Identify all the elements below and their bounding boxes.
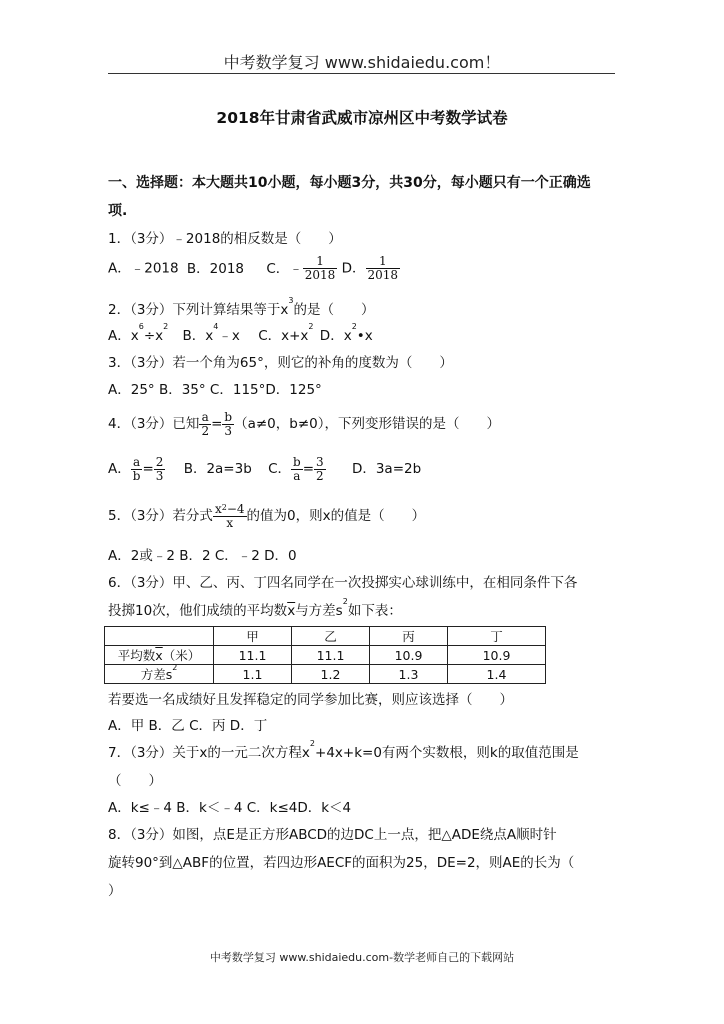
- header-divider: [108, 73, 615, 74]
- q2-stem: [108, 298, 375, 318]
- q1-option-d-fraction: [366, 255, 401, 282]
- fraction-denominator: b: [132, 468, 141, 483]
- table-header-cell: [105, 627, 214, 646]
- q3-stem: 3．（3分）若一个角为65°，则它的补角的度数为（ ）: [108, 355, 453, 371]
- q2-d-tail: •x: [356, 328, 373, 344]
- q4-fraction-b-over-3: [222, 411, 234, 438]
- q5-stem-tail: 的值为0，则x的值是（ ）: [246, 508, 426, 524]
- q8-line1: 8．（3分）如图，点E是正方形ABCD的边DC上一点，把△ADE绕点A顺时针: [108, 827, 557, 843]
- q8-line3: ）: [108, 883, 122, 899]
- q4-stem-tail: （a≠0，b≠0），下列变形错误的是（ ）: [234, 416, 500, 432]
- q7-line1-tail: +4x+k=0有两个实数根，则k的取值范围是: [315, 745, 579, 761]
- q4-a-fraction-left: [131, 456, 143, 483]
- section-heading-line1: 一、选择题：本大题共10小题，每小题3分，共30分，每小题只有一个正确选: [108, 175, 591, 191]
- q4-fraction-a-over-2: [199, 411, 211, 438]
- q1-options: [108, 255, 400, 282]
- q7-line2: （ ）: [108, 773, 162, 789]
- fraction-denominator: 2: [316, 468, 324, 483]
- q4-a-fraction-right: [154, 456, 166, 483]
- section-heading-line2: 项.: [108, 203, 128, 219]
- table-header-cell: 甲: [214, 627, 292, 646]
- q6-line2-tail: 如下表：: [347, 603, 402, 619]
- q4-a-equals: =: [142, 461, 154, 477]
- mean-symbol: $\overline{x}$: [287, 603, 296, 619]
- table-cell: 1.4: [448, 665, 546, 684]
- q1-option-b: B．2018: [186, 260, 245, 277]
- row-label-variance: [105, 665, 214, 684]
- table-header-cell: 乙: [292, 627, 370, 646]
- q2-options: [108, 324, 373, 344]
- table-header-cell: 丁: [448, 627, 546, 646]
- exam-title: 2018年甘肃省武威市凉州区中考数学试卷: [216, 109, 508, 127]
- q2-a-text: A．x: [108, 328, 139, 344]
- q2-b-tail: ﹣x: [218, 328, 240, 344]
- q5-options: A．2或﹣2 B．2 C．﹣2 D．0: [108, 548, 297, 564]
- q6-line2-text: 投掷10次，他们成绩的平均数: [108, 603, 288, 619]
- fraction-denominator: 2018: [304, 268, 336, 282]
- fraction-denominator: 2018: [367, 268, 399, 282]
- q1-option-c-sign: ﹣: [289, 260, 303, 277]
- q2-option-d: [319, 322, 373, 344]
- fraction-numerator: b: [224, 409, 233, 424]
- fraction-numerator: a: [199, 411, 211, 425]
- q2-c-text: C．x+x: [258, 328, 309, 344]
- q4-stem: [108, 410, 500, 438]
- fraction-numerator: [213, 503, 247, 517]
- score-table: [104, 626, 546, 684]
- q7-line1-text: 7．（3分）关于x的一元二次方程x: [108, 745, 310, 761]
- mean-symbol: $\overline{x}$: [155, 648, 163, 663]
- q4-option-b: B．2a=3b: [183, 461, 252, 477]
- fraction-numerator: b: [293, 454, 301, 469]
- q4-option-a: A．: [108, 461, 131, 477]
- q4-equals: =: [211, 416, 223, 432]
- q2-a-mid: ÷x: [143, 328, 164, 344]
- q4-c-fraction-right: [314, 456, 326, 483]
- q7-options: A．k≤﹣4 B．k＜﹣4 C．k≤4D．k＜4: [108, 800, 352, 816]
- q1-option-a: A．﹣2018: [108, 260, 179, 277]
- q1-option-d: D．: [341, 260, 366, 277]
- q7-line1-exp: 2: [309, 739, 316, 748]
- fraction-numerator: 1: [303, 255, 338, 269]
- q2-option-b: [182, 322, 240, 344]
- q7-line1: [108, 741, 579, 761]
- table-cell: 1.1: [214, 665, 292, 684]
- label-unit: （米）: [162, 648, 201, 663]
- q2-stem-text: 2．（3分）下列计算结果等于x: [108, 302, 289, 318]
- q1-option-c-fraction: [303, 255, 338, 282]
- q6-question: 若要选一名成绩好且发挥稳定的同学参加比赛，则应该选择（ ）: [108, 692, 513, 708]
- q2-d-exp: 2: [351, 322, 357, 331]
- q2-stem-exponent: 3: [288, 296, 294, 305]
- table-header-cell: 丙: [370, 627, 448, 646]
- q4-stem-text: 4．（3分）已知: [108, 416, 200, 432]
- q2-b-exp: 4: [213, 322, 219, 331]
- table-cell: 11.1: [292, 646, 370, 665]
- q2-option-c: [258, 322, 314, 344]
- q8-line2: 旋转90°到△ABF的位置，若四边形AECF的面积为25，DE=2，则AE的长为（: [108, 855, 575, 871]
- q6-line2-mid: 与方差s: [295, 603, 343, 619]
- table-cell: 1.2: [292, 665, 370, 684]
- page-header: 中考数学复习 www.shidaiedu.com！: [223, 53, 501, 72]
- table-cell: 1.3: [370, 665, 448, 684]
- fraction-numerator: 3: [316, 454, 324, 469]
- table-row: [105, 646, 546, 665]
- q4-c-fraction-left: [291, 456, 303, 483]
- label-text: 方差s: [140, 667, 173, 682]
- q4-options: [108, 455, 421, 483]
- fraction-denominator: 3: [224, 423, 233, 438]
- q2-c-exp: 2: [308, 322, 314, 331]
- q5-num-exp: 2: [221, 502, 227, 512]
- fraction-numerator: a: [131, 456, 143, 470]
- fraction-denominator: x: [226, 515, 234, 530]
- q5-num-x: x: [214, 501, 222, 516]
- table-cell: 11.1: [214, 646, 292, 665]
- q2-a-exp2: 2: [163, 322, 169, 331]
- q6-line2: [108, 599, 402, 619]
- q4-option-c: C．: [268, 461, 292, 477]
- q5-stem: [108, 502, 425, 530]
- q5-num-tail: −4: [226, 501, 245, 516]
- fraction-denominator: a: [293, 468, 301, 483]
- q6-line2-exp: 2: [342, 597, 348, 606]
- label-text: 平均数: [117, 648, 156, 663]
- fraction-denominator: 2: [201, 423, 210, 438]
- q2-option-a: [108, 322, 169, 344]
- q4-c-equals: =: [302, 461, 315, 477]
- fraction-numerator: 2: [155, 454, 164, 469]
- q2-b-text: B．x: [182, 328, 214, 344]
- fraction-denominator: 3: [155, 468, 164, 483]
- q2-d-text: D．x: [319, 328, 352, 344]
- q2-a-exp1: 6: [138, 322, 144, 331]
- fraction-numerator: 1: [366, 255, 401, 269]
- table-cell: 10.9: [448, 646, 546, 665]
- q4-option-d: D．3a=2b: [351, 461, 422, 477]
- table-row: [105, 665, 546, 684]
- table-header-row: [105, 627, 546, 646]
- q6-line1: 6．（3分）甲、乙、丙、丁四名同学在一次投掷实心球训练中，在相同条件下各: [108, 575, 578, 591]
- q3-options: A．25° B．35° C．115°D．125°: [108, 382, 322, 398]
- label-exp: 2: [172, 663, 178, 672]
- row-label-mean: [105, 646, 214, 665]
- q2-stem-tail: 的是（ ）: [293, 302, 375, 318]
- q5-stem-text: 5．（3分）若分式: [108, 508, 213, 524]
- q1-option-c: C．: [266, 260, 290, 277]
- q1-stem: 1．（3分）﹣2018的相反数是（ ）: [108, 231, 342, 247]
- q5-fraction: [213, 503, 247, 530]
- q6-options: A．甲 B．乙 C．丙 D．丁: [108, 718, 268, 734]
- table-cell: 10.9: [370, 646, 448, 665]
- page-footer: 中考数学复习 www.shidaiedu.com-数学老师自己的下载网站: [209, 951, 515, 964]
